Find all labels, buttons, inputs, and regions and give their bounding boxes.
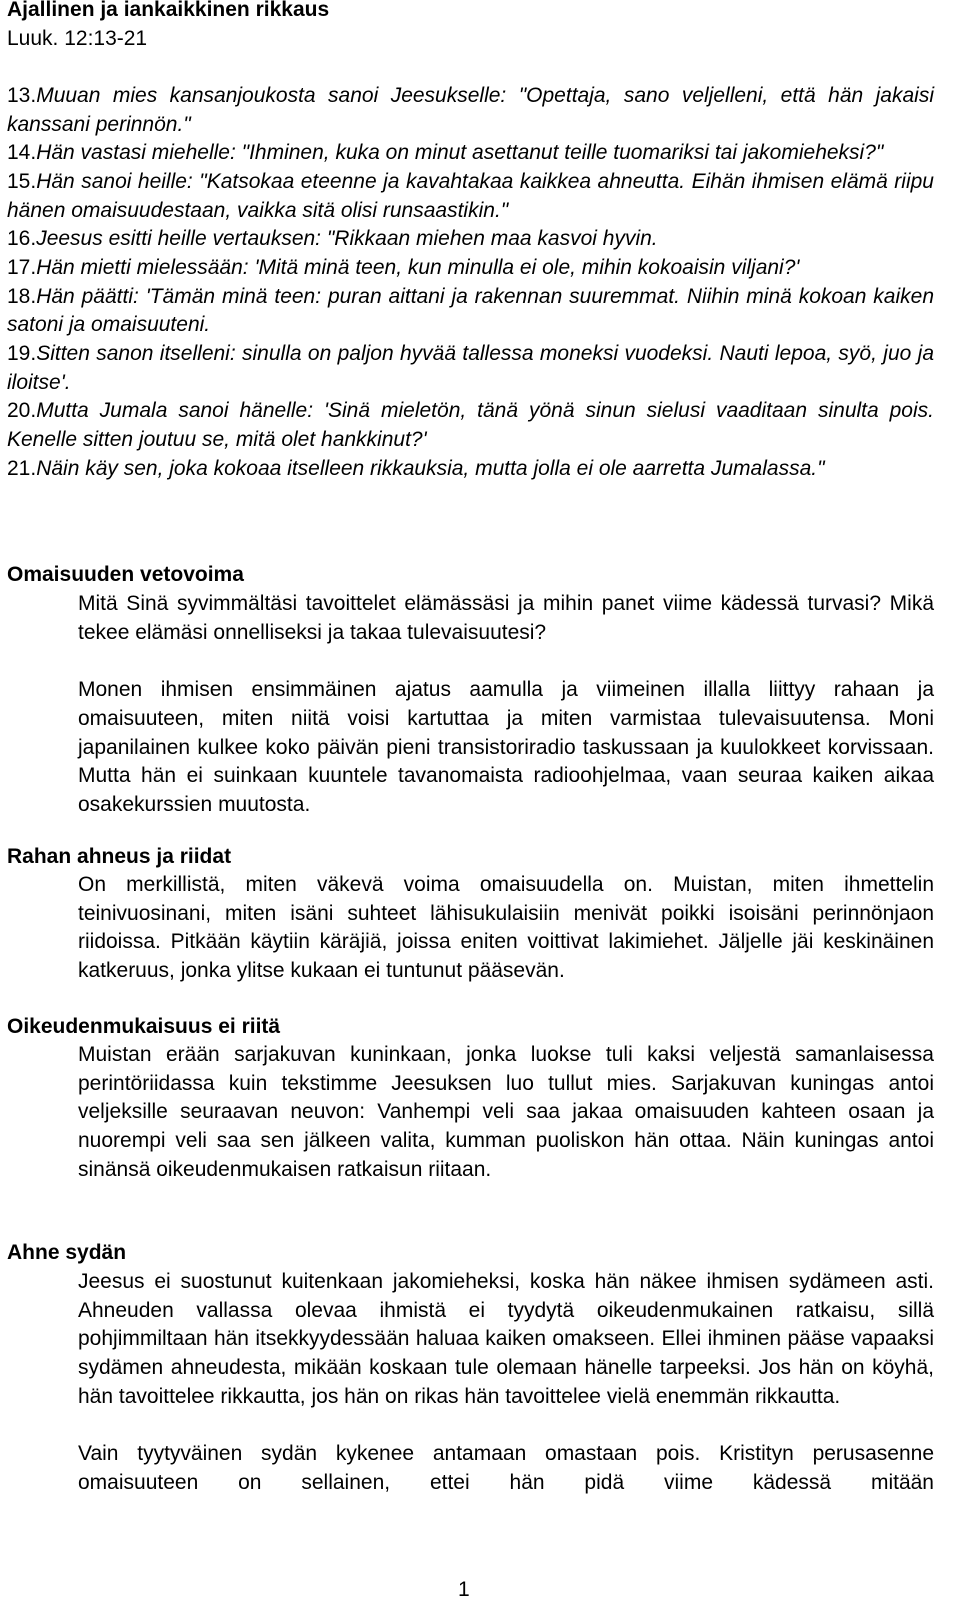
verse-number: 16. xyxy=(7,227,37,251)
section-body xyxy=(78,871,934,986)
section-heading: Oikeudenmukaisuus ei riitä xyxy=(7,1015,281,1038)
verse-text: Sitten sanon itselleni: sinulla on paljon hyvää tallessa moneksi vuodeksi. Nauti lepoa, syö, juo ja iloitse'. xyxy=(7,341,934,394)
verse xyxy=(7,455,934,484)
verse xyxy=(7,283,934,340)
section-body xyxy=(78,1041,934,1185)
page-number: 1 xyxy=(458,1578,470,1601)
paragraph: Monen ihmisen ensimmäinen ajatus aamulla ja viimeinen illalla liittyy rahaan ja omaisuuteen, miten niitä voisi kartuttaa ja miten varmistaa tulevaisuutensa. Moni japanilainen kulkee koko päivän pieni transistoriradio taskussaan ja kuulokkeet korvissaan. Mutta hän ei suinkaan kuuntele tavanomaista radioohjelmaa, vaan seuraa kaiken aikaa osakekurssien muutosta. xyxy=(78,678,934,816)
section-body xyxy=(78,590,934,820)
verse-number: 19. xyxy=(7,341,37,365)
document-title: Ajallinen ja iankaikkinen rikkaus xyxy=(7,0,330,21)
verse xyxy=(7,340,934,397)
paragraph: Vain tyytyväinen sydän kykenee antamaan omastaan pois. Kristityn perusasenne omaisuuteen on sellainen, ettei hän pidä viime kädessä mitään xyxy=(78,1442,934,1494)
verse xyxy=(7,139,934,168)
verse xyxy=(7,82,934,139)
verse-text: Muuan mies kansanjoukosta sanoi Jeesukselle: "Opettaja, sano veljelleni, että hän jakaisi kanssani perinnön." xyxy=(7,84,934,136)
verse xyxy=(7,397,934,454)
verse-text: Mutta Jumala sanoi hänelle: 'Sinä mieletön, tänä yönä sinun sielusi vaaditaan sinulta pois. Kenelle sitten joutuu se, mitä olet hankkinut?' xyxy=(7,399,934,451)
verse-number: 18. xyxy=(7,284,37,308)
verse xyxy=(7,254,934,283)
verse-text: Jeesus esitti heille vertauksen: "Rikkaan miehen maa kasvoi hyvin. xyxy=(36,227,658,251)
verse-number: 15. xyxy=(7,169,37,193)
section-heading: Omaisuuden vetovoima xyxy=(7,563,244,586)
verse-text: Näin käy sen, joka kokoaa itselleen rikkauksia, mutta jolla ei ole aarretta Jumalassa." xyxy=(36,456,825,480)
verse-text: Hän sanoi heille: "Katsokaa eteenne ja kavahtakaa kaikkea ahneutta. Eihän ihmisen elämä riipu hänen omaisuudestaan, vaikka sitä olisi runsaastikin." xyxy=(7,169,934,222)
verse-text: Hän päätti: 'Tämän minä teen: puran aittani ja rakennan suuremmat. Niihin minä kokoan kaiken satoni ja omaisuuteni. xyxy=(7,284,934,337)
verse xyxy=(7,225,934,254)
verse-number: 21. xyxy=(7,456,37,480)
section-heading: Ahne sydän xyxy=(7,1241,127,1264)
paragraph: Jeesus ei suostunut kuitenkaan jakomieheksi, koska hän näkee ihmisen sydämeen asti. Ahneuden vallassa olevaa ihmistä ei tyydytä oikeudenmukainen ratkaisu, sillä pohjimmiltaan hän itsekkyydessään haluaa kaiken omakseen. Ellei ihminen pääse vapaaksi sydämen ahneudesta, mikään koskaan tule olemaan hänelle tarpeeksi. Jos hän on köyhä, hän tavoittelee rikkautta, jos hän on rikas hän tavoittelee vielä enemmän rikkautta. xyxy=(78,1270,934,1408)
section-body xyxy=(78,1268,934,1498)
paragraph: On merkillistä, miten väkevä voima omaisuudella on. Muistan, miten ihmettelin teinivuosinani, miten isäni suhteet lähisukulaisiin menivät poikki isoisäni perinnönjaon riidoissa. Pitkään käytiin käräjiä, joissa eniten voittivat lakimiehet. Jäljelle jäi keskinäinen katkeruus, jonka ylitse kukaan ei tuntunut pääsevän. xyxy=(78,873,934,983)
verse xyxy=(7,168,934,225)
paragraph: Mitä Sinä syvimmältäsi tavoittelet elämässäsi ja mihin panet viime kädessä turvasi? Mikä tekee elämäsi onnelliseksi ja takaa tulevaisuutesi? xyxy=(78,592,934,644)
verse-number: 13. xyxy=(7,84,37,107)
verse-number: 17. xyxy=(7,255,37,279)
paragraph: Muistan erään sarjakuvan kuninkaan, jonka luokse tuli kaksi veljestä samanlaisessa perintöriidassa kuin tekstimme Jeesuksen luo tullut mies. Sarjakuvan kuningas antoi veljeksille seuraavan neuvon: Vanhempi veli saa jakaa omaisuuden kahteen osaan ja nuorempi veli saa sen jälkeen valita, kumman puoliskon hän ottaa. Näin kuningas antoi sinänsä oikeudenmukaisen ratkaisun riitaan. xyxy=(78,1043,934,1181)
section-heading: Rahan ahneus ja riidat xyxy=(7,845,232,868)
verse-number: 14. xyxy=(7,141,37,165)
verse-text: Hän mietti mielessään: 'Mitä minä teen, kun minulla ei ole, mihin kokoaisin viljani?' xyxy=(36,255,800,279)
verse-text: Hän vastasi miehelle: "Ihminen, kuka on minut asettanut teille tuomariksi tai jakomieheksi?" xyxy=(36,141,884,165)
verse-list xyxy=(7,82,934,483)
scripture-reference: Luuk. 12:13-21 xyxy=(7,27,148,50)
verse-number: 20. xyxy=(7,399,37,423)
